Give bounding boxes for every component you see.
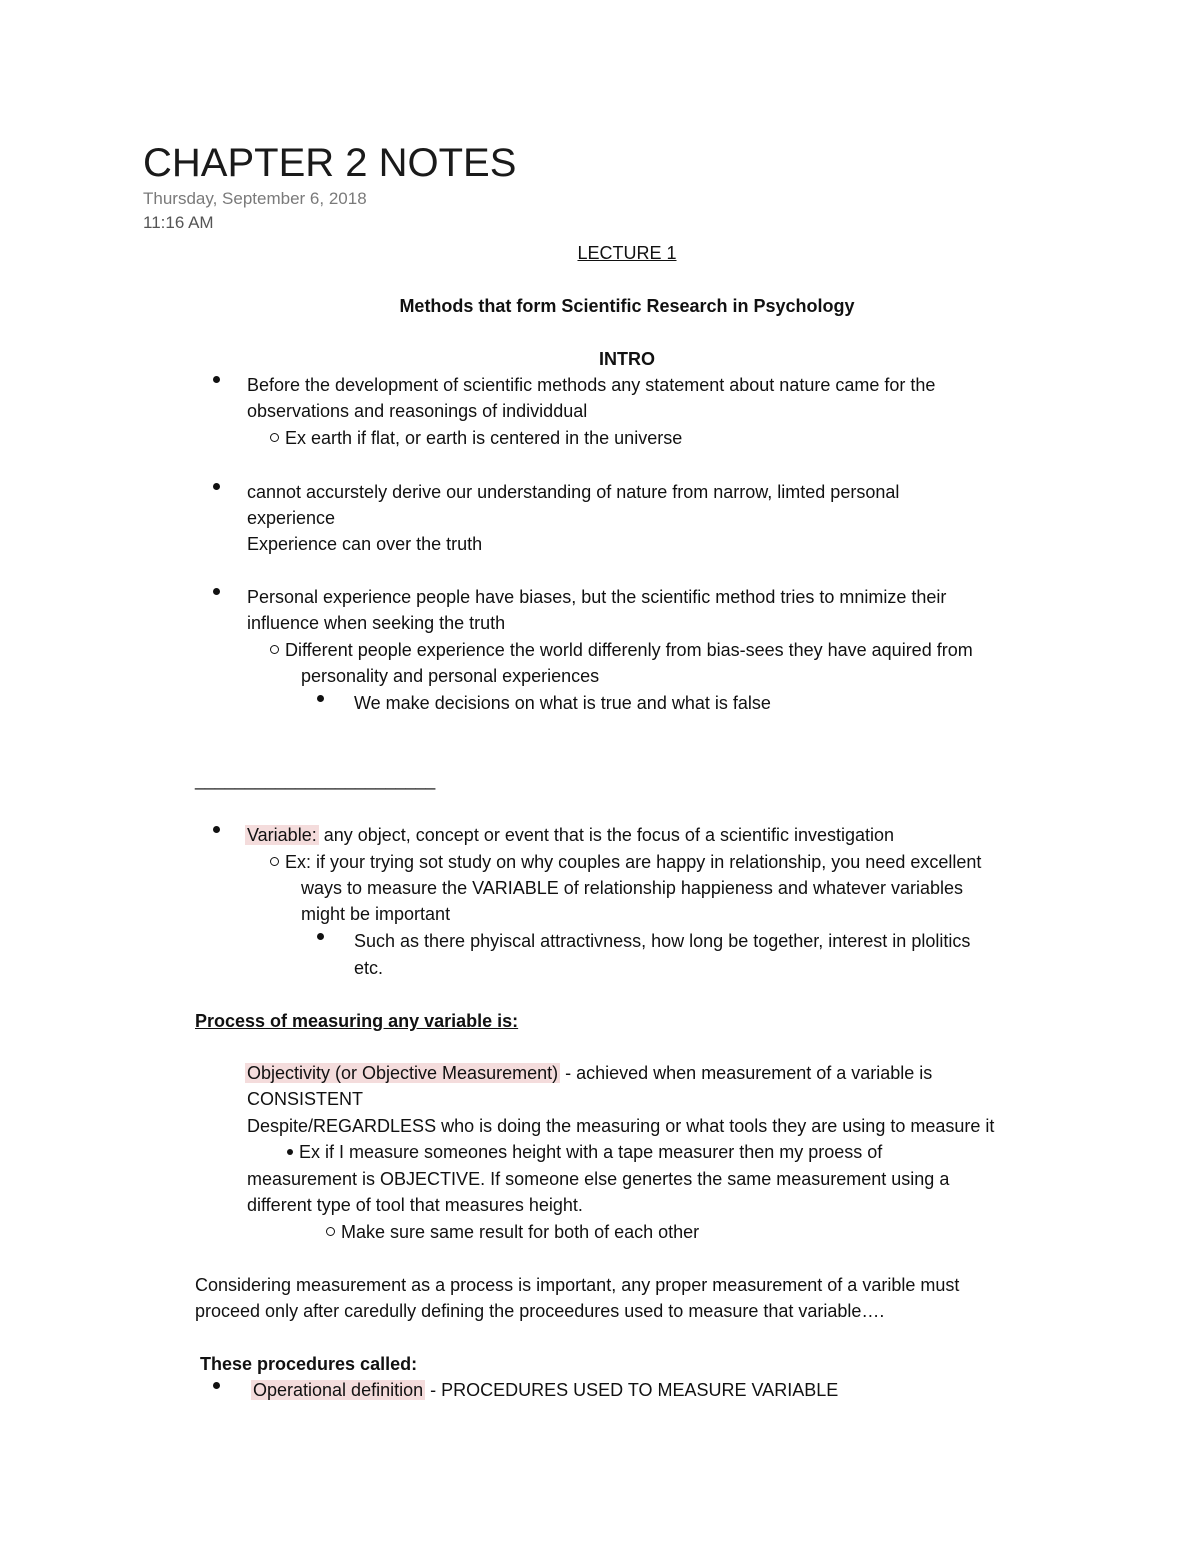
bullet-icon [213, 826, 220, 833]
intro-bullet-3-subsub: We make decisions on what is true and what is false [354, 693, 771, 713]
operational-definition-line: Operational definition - PROCEDURES USED TO MEASURE VARIABLE [253, 1380, 839, 1400]
process-line-5: measurement is OBJECTIVE. If someone else genertes the same measurement using a [247, 1169, 950, 1189]
section-heading-intro: INTRO [599, 349, 655, 369]
process-line-4: Ex if I measure someones height with a tape measurer then my proess of [287, 1139, 882, 1165]
intro-bullet-1-line-2: observations and reasonings of individdual [247, 401, 588, 421]
process-line-3: Despite/REGARDLESS who is doing the measuring or what tools they are using to measure it [247, 1116, 995, 1136]
highlighted-term: Objectivity (or Objective Measurement) [247, 1063, 559, 1083]
procedures-heading: These procedures called: [200, 1354, 418, 1374]
intro-bullet-2-line-2: experience [247, 508, 336, 528]
bullet-icon [287, 1149, 293, 1155]
process-line-7: Make sure same result for both of each other [326, 1219, 699, 1245]
variable-example-line-1: Ex: if your trying sot study on why couples are happy in relationship, you need excellent [270, 849, 981, 875]
intro-bullet-2-line-3: Experience can over the truth [247, 534, 483, 554]
process-heading: Process of measuring any variable is: [195, 1011, 519, 1031]
intro-bullet-3-sub-line-2: personality and personal experiences [301, 666, 600, 686]
note-time: 11:16 AM [143, 213, 214, 232]
hollow-bullet-icon [270, 857, 279, 866]
process-line-6: different type of tool that measures height. [247, 1195, 583, 1215]
intro-bullet-3-line-1: Personal experience people have biases, but the scientific method tries to mnimize their [247, 587, 947, 607]
hollow-bullet-icon [270, 433, 279, 442]
bullet-icon [213, 483, 220, 490]
highlighted-term: Variable: [247, 825, 317, 845]
variable-definition: Variable: any object, concept or event that is the focus of a scientific investigation [247, 825, 895, 845]
note-date: Thursday, September 6, 2018 [143, 189, 367, 208]
intro-bullet-1-line-1: Before the development of scientific methods any statement about nature came for the [247, 375, 936, 395]
intro-bullet-1-sub: Ex earth if flat, or earth is centered in the universe [270, 425, 682, 451]
divider-line: ________________________ [195, 770, 436, 790]
intro-bullet-3-line-2: influence when seeking the truth [247, 613, 506, 633]
variable-sub-line-1: Such as there phyiscal attractivness, how long be together, interest in plolitics [354, 931, 971, 951]
process-line-2: CONSISTENT [247, 1089, 364, 1109]
bullet-icon [317, 695, 324, 702]
objectivity-line: Objectivity (or Objective Measurement) - achieved when measurement of a variable is [247, 1063, 933, 1083]
lecture-heading: LECTURE 1 [577, 243, 677, 263]
bullet-icon [317, 933, 324, 940]
variable-sub-line-2: etc. [354, 958, 384, 978]
hollow-bullet-icon [326, 1227, 335, 1236]
bullet-icon [213, 588, 220, 595]
hollow-bullet-icon [270, 645, 279, 654]
considering-line-2: proceed only after caredully defining the proceedures used to measure that variable…. [195, 1301, 885, 1321]
bullet-icon [213, 376, 220, 383]
bullet-icon [213, 1382, 220, 1389]
page-title: CHAPTER 2 NOTES [143, 141, 517, 185]
intro-bullet-2-line-1: cannot accurstely derive our understanding of nature from narrow, limted personal [247, 482, 900, 502]
variable-example-line-2: ways to measure the VARIABLE of relationship happieness and whatever variables [301, 878, 964, 898]
highlighted-term: Operational definition [253, 1380, 424, 1400]
lecture-subtitle: Methods that form Scientific Research in Psychology [399, 296, 855, 316]
intro-bullet-3-sub-line-1: Different people experience the world differenly from bias-sees they have aquired from [270, 637, 973, 663]
considering-line-1: Considering measurement as a process is important, any proper measurement of a varible must [195, 1275, 960, 1295]
variable-example-line-3: might be important [301, 904, 451, 924]
